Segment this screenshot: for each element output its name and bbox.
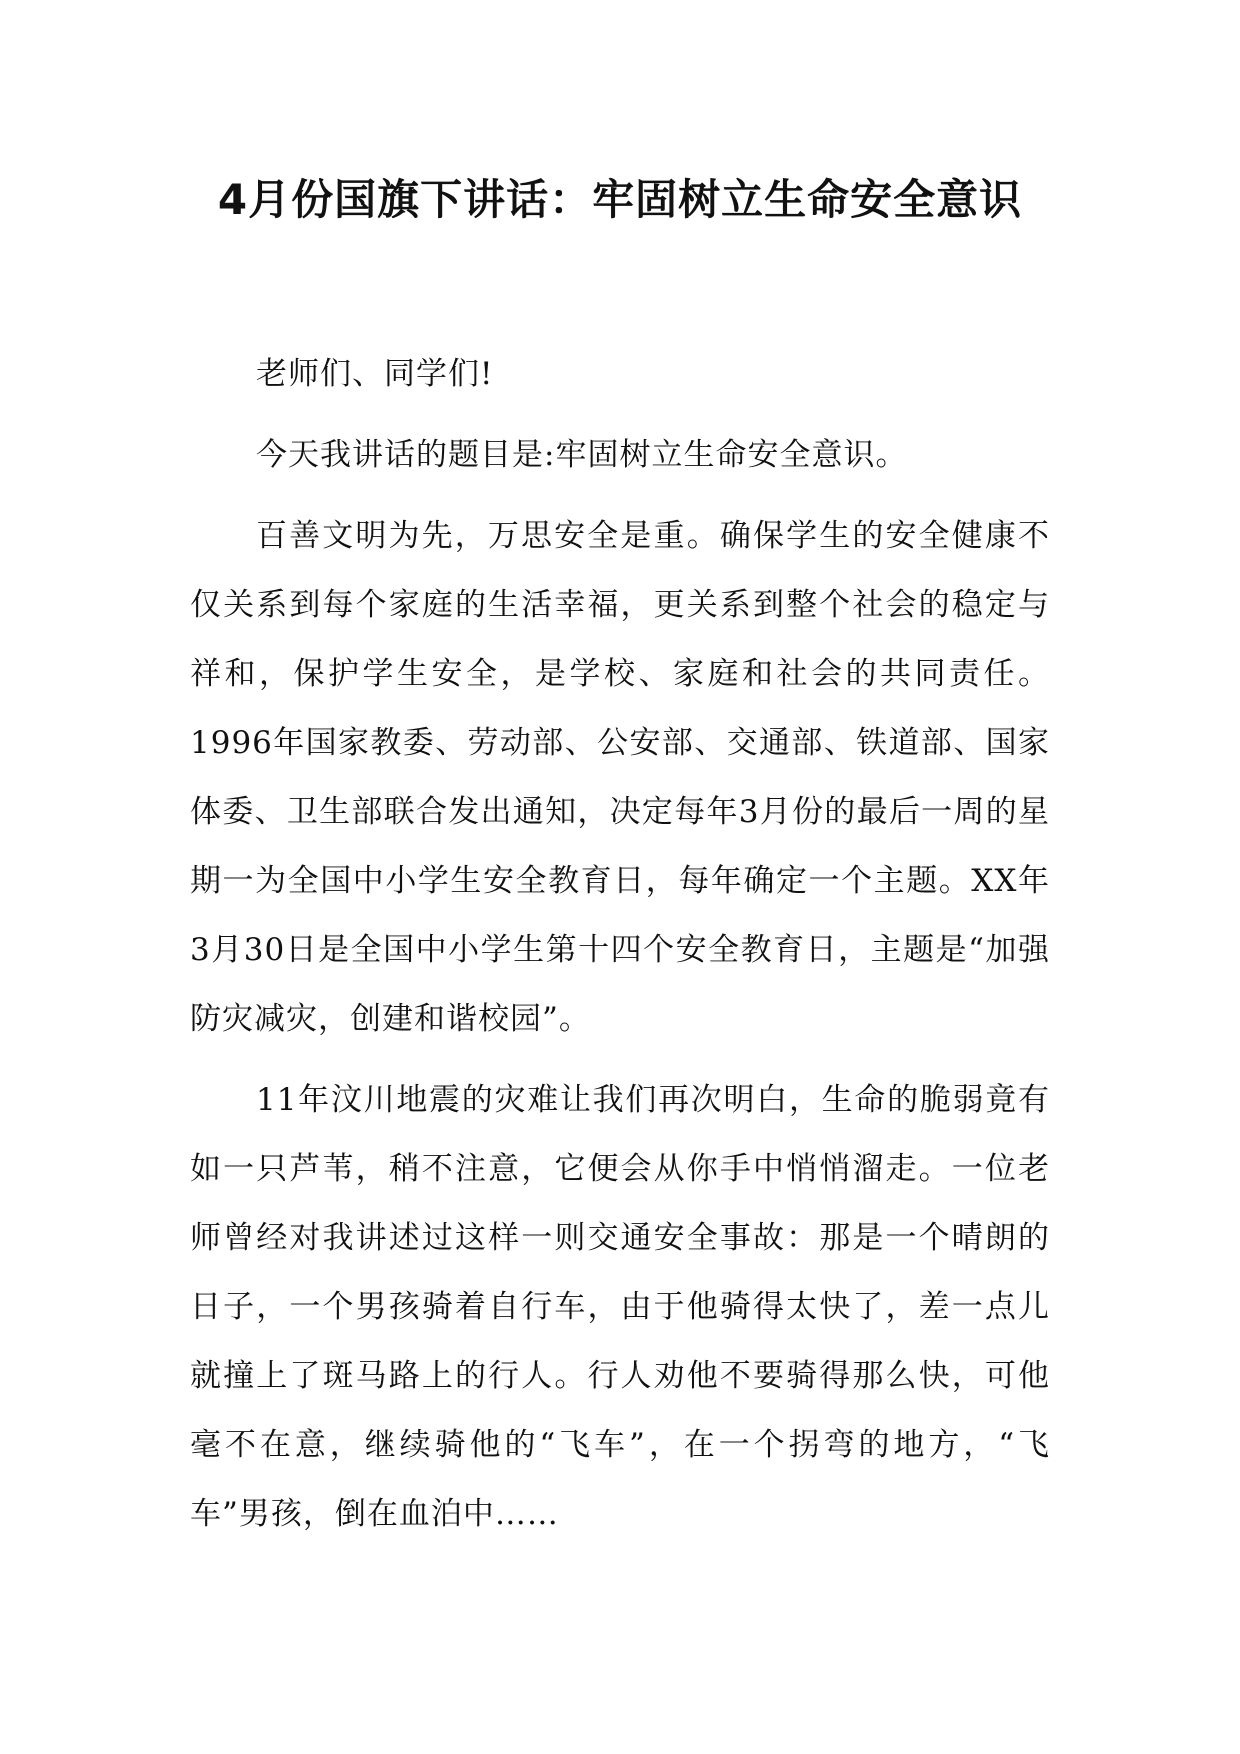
paragraph-safety-day: 百善文明为先，万思安全是重。确保学生的安全健康不仅关系到每个家庭的生活幸福，更关系到整个社会的稳定与祥和，保护学生安全，是学校、家庭和社会的共同责任。1996年国家教委、劳动部、公安部、交通部、铁道部、国家体委、卫生部联合发出通知，决定每年3月份的最后一周的星期一为全国中小学生安全教育日，每年确定一个主题。XX年3月30日是全国中小学生第十四个安全教育日，主题是“加强防灾减灾，创建和谐校园”。 xyxy=(190,518,1050,1037)
document-body xyxy=(190,340,1050,1561)
document-title: 4月份国旗下讲话：牢固树立生命安全意识 xyxy=(217,175,1023,224)
paragraph-topic: 今天我讲话的题目是:牢固树立生命安全意识。 xyxy=(256,437,908,473)
paragraph-greeting: 老师们、同学们! xyxy=(256,356,494,392)
paragraph-story: 11年汶川地震的灾难让我们再次明白，生命的脆弱竟有如一只芦苇，稍不注意，它便会从你手中悄悄溜走。一位老师曾经对我讲述过这样一则交通安全事故：那是一个晴朗的日子，一个男孩骑着自行车，由于他骑得太快了，差一点儿就撞上了斑马路上的行人。行人劝他不要骑得那么快，可他毫不在意，继续骑他的“飞车”，在一个拐弯的地方，“飞车”男孩，倒在血泊中…… xyxy=(190,1082,1050,1532)
